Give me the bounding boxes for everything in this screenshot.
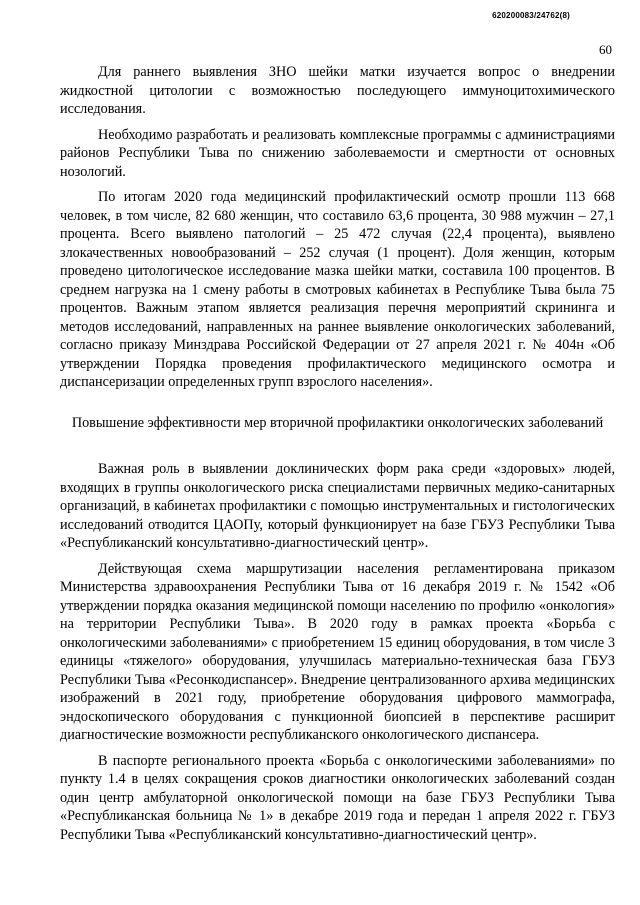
paragraph-routing-scheme: Действующая схема маршрутизации населения регламентирована приказом Министерства здравоохранения Республики Тыва от 16 декабря 2019 г. № 1542 «Об утверждении порядка оказания медицинской помощи населению по профилю «онкология» на территории Республики Тыва». В 2020 году в рамках проекта «Борьба с онкологическими заболеваниями» с приобретением 15 единиц оборудования, в том числе 3 единицы «тяжелого» оборудования, улучшилась материально-техническая база ГБУЗ Республики Тыва «Ресонкодиспансер». Внедрение централизованного архива медицинских изображений в 2021 году, приобретение оборудования цифрового маммографа, эндоскопического оборудования с пункционной биопсией в перспективе расширит диагностические возможности республиканского онкологического диспансера. [60, 560, 615, 743]
document-body [60, 63, 615, 851]
section-heading: Повышение эффективности мер вторичной профилактики онкологических заболеваний [71, 414, 604, 431]
paragraph-complex-programs: Необходимо разработать и реализовать комплексные программы с администрациями районов Республики Тыва по снижению заболеваемости и смертности от основных нозологий. [60, 126, 615, 180]
page-number: 60 [599, 42, 612, 57]
paragraph-preclinical-detection: Важная роль в выявлении доклинических форм рака среди «здоровых» людей, входящих в группы онкологического риска специалистами первичных медико-санитарных организаций, в кабинетах профилактики с помощью инструментальных и гистологических исследований отводится ЦАОПу, который функционирует на базе ГБУЗ Республики Тыва «Республиканский консультативно-диагностический центр». [60, 461, 615, 551]
document-id: 620200083/24762(8) [492, 11, 570, 20]
paragraph-regional-project: В паспорте регионального проекта «Борьба с онкологическими заболеваниями» по пункту 1.4 в целях сокращения сроков диагностики онкологических заболеваний создан один центр амбулаторной онкологической помощи на базе ГБУЗ Республики Тыва «Республиканская больница № 1» в декабре 2019 года и передан 1 апреля 2022 г. ГБУЗ Республики Тыва «Республиканский консультативно-диагностический центр». [60, 752, 615, 843]
paragraph-liquid-cytology: Для раннего выявления ЗНО шейки матки изучается вопрос о внедрении жидкостной цитологии с возможностью последующего иммуноцитохимического исследования. [60, 64, 615, 117]
paragraph-checkup-results: По итогам 2020 года медицинский профилактический осмотр прошли 113 668 человек, в том числе, 82 680 женщин, что составило 63,6 процента, 30 988 мужчин – 27,1 процента. Всего выявлено патологий – 25 472 случая (22,4 процента), выявлено злокачественных новообразований – 252 случая (1 процент). Доля женщин, которым проведено цитологическое исследование мазка шейки матки, составила 100 процентов. В среднем нагрузка на 1 смену работы в смотровых кабинетах в Республике Тыва была 75 процентов. Важным этапом является реализация перечня мероприятий скрининга и методов исследований, направленных на раннее выявление онкологических заболеваний, согласно приказу Минздрава Российской Федерации от 27 апреля 2021 г. № 404н «Об утверждении Порядка проведения профилактического медицинского осмотра и диспансеризации определенных групп взрослого населения». [60, 189, 615, 390]
